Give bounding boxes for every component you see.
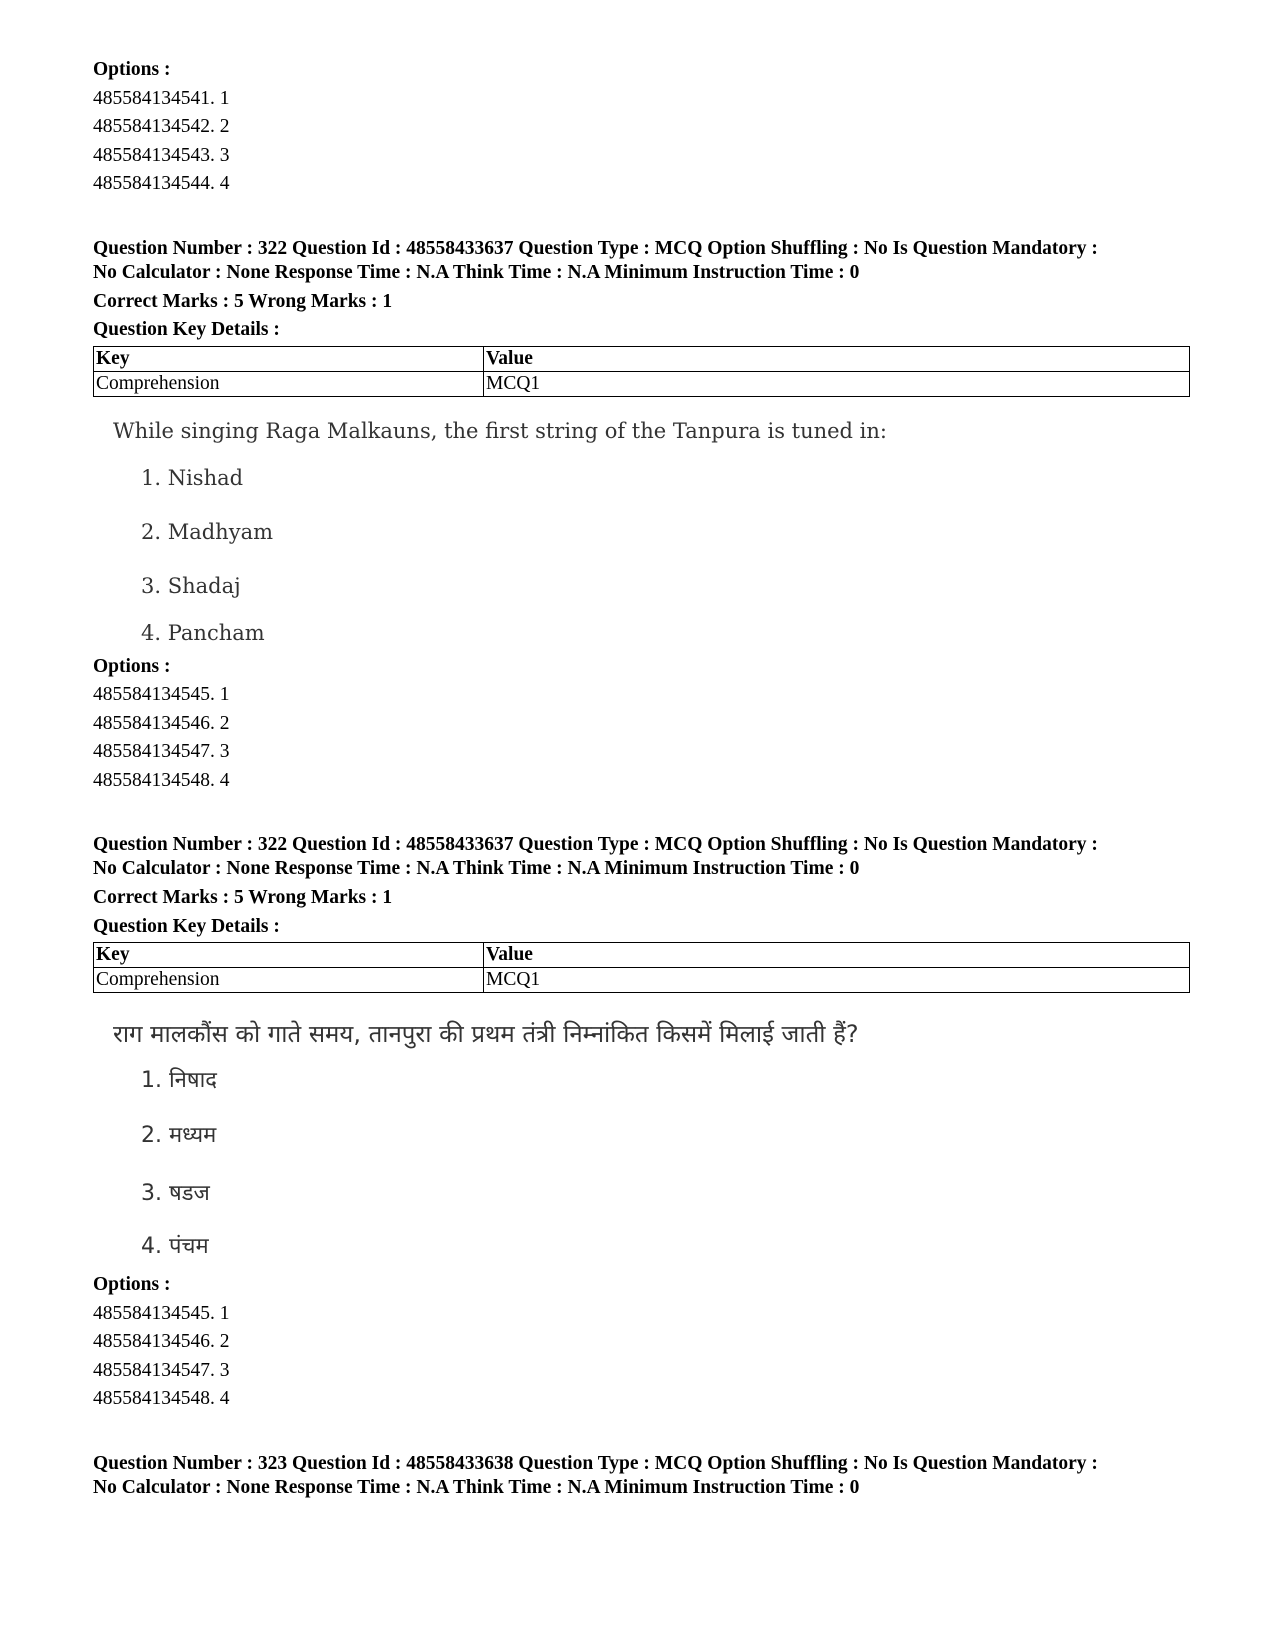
question-meta-line1: Question Number : 323 Question Id : 48558433638 Question Type : MCQ Option Shuffling : No Is Question Mandatory : bbox=[93, 1452, 1098, 1474]
table-cell-value: MCQ1 bbox=[484, 371, 1190, 396]
question-choice: 2. Madhyam bbox=[141, 519, 273, 544]
top-options-block bbox=[93, 56, 1193, 199]
question-choice: 3. षडज bbox=[141, 1181, 210, 1206]
option-item: 485584134548. 4 bbox=[93, 1388, 230, 1409]
key-details-table bbox=[93, 346, 1190, 397]
option-item: 485584134544. 4 bbox=[93, 173, 230, 194]
question-choice: 2. मध्यम bbox=[141, 1123, 217, 1148]
document-page bbox=[93, 56, 1193, 1500]
table-cell-key: Comprehension bbox=[94, 371, 484, 396]
question-choice: 1. निषाद bbox=[141, 1068, 217, 1093]
question-choice: 4. पंचम bbox=[141, 1234, 209, 1259]
table-cell-key: Comprehension bbox=[94, 968, 484, 993]
key-details-label: Question Key Details : bbox=[93, 915, 280, 937]
table-header-value: Value bbox=[484, 346, 1190, 371]
question-text: राग मालकौंस को गाते समय, तानपुरा की प्रथम तंत्री निम्नांकित किसमें मिलाई जाती हैं? bbox=[113, 1020, 859, 1048]
table-row bbox=[94, 968, 1190, 993]
question-meta-line1: Question Number : 322 Question Id : 48558433637 Question Type : MCQ Option Shuffling : No Is Question Mandatory : bbox=[93, 237, 1098, 259]
option-item: 485584134547. 3 bbox=[93, 1359, 230, 1381]
question-text: While singing Raga Malkauns, the first string of the Tanpura is tuned in: bbox=[113, 418, 887, 443]
key-details-label: Question Key Details : bbox=[93, 319, 280, 340]
option-item: 485584134546. 2 bbox=[93, 1331, 230, 1352]
option-item: 485584134546. 2 bbox=[93, 712, 230, 734]
table-header-row bbox=[94, 943, 1190, 968]
question-marks: Correct Marks : 5 Wrong Marks : 1 bbox=[93, 290, 393, 312]
option-item: 485584134543. 3 bbox=[93, 144, 230, 166]
options-label: Options : bbox=[93, 1274, 171, 1295]
option-item: 485584134541. 1 bbox=[93, 87, 230, 109]
question-choice: 4. Pancham bbox=[141, 620, 265, 645]
options-label: Options : bbox=[93, 655, 171, 677]
option-item: 485584134545. 1 bbox=[93, 684, 230, 705]
question-meta-line1: Question Number : 322 Question Id : 48558433637 Question Type : MCQ Option Shuffling : No Is Question Mandatory : bbox=[93, 834, 1098, 855]
key-details-table bbox=[93, 942, 1190, 993]
question-marks: Correct Marks : 5 Wrong Marks : 1 bbox=[93, 887, 393, 908]
table-header-key: Key bbox=[94, 346, 484, 371]
question-block-322-hi bbox=[93, 833, 1193, 1414]
question-choice: 1. Nishad bbox=[141, 465, 244, 490]
option-item: 485584134547. 3 bbox=[93, 741, 230, 762]
question-block-322-en bbox=[93, 237, 1193, 796]
question-choice: 3. Shadaj bbox=[141, 573, 241, 598]
table-header-value: Value bbox=[484, 943, 1190, 968]
table-row bbox=[94, 371, 1190, 396]
question-block-323 bbox=[93, 1452, 1193, 1500]
option-item: 485584134545. 1 bbox=[93, 1302, 230, 1324]
options-label: Options : bbox=[93, 59, 171, 80]
question-meta-line2: No Calculator : None Response Time : N.A Think Time : N.A Minimum Instruction Time : 0 bbox=[93, 1476, 860, 1498]
table-cell-value: MCQ1 bbox=[484, 968, 1190, 993]
table-header-key: Key bbox=[94, 943, 484, 968]
option-item: 485584134542. 2 bbox=[93, 116, 230, 137]
question-meta-line2: No Calculator : None Response Time : N.A Think Time : N.A Minimum Instruction Time : 0 bbox=[93, 858, 860, 879]
table-header-row bbox=[94, 346, 1190, 371]
question-meta-line2: No Calculator : None Response Time : N.A Think Time : N.A Minimum Instruction Time : 0 bbox=[93, 261, 860, 283]
option-item: 485584134548. 4 bbox=[93, 769, 230, 791]
